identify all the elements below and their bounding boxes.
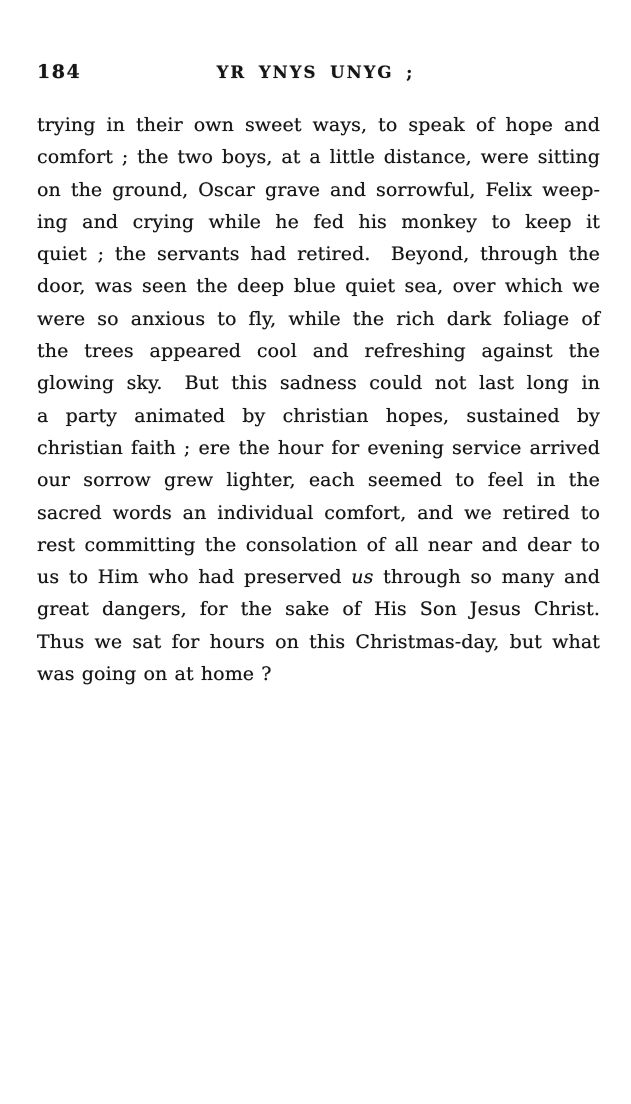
- text-segment: door, was seen the deep blue quiet sea, over which we: [37, 275, 600, 298]
- text-segment: was going on at home ?: [37, 663, 272, 686]
- text-segment: trying in their own sweet ways, to speak of hope and: [37, 114, 600, 136]
- text-line: [37, 464, 600, 496]
- text-line: [37, 303, 600, 335]
- text-line: [37, 400, 600, 432]
- text-segment: quiet ; the servants had retired. Beyond, through the: [37, 243, 600, 266]
- text-segment: a party animated by christian hopes, sustained by: [37, 404, 600, 427]
- page-number: 184: [37, 61, 82, 83]
- text-segment: great dangers, for the sake of His Son Jesus Christ.: [37, 598, 600, 621]
- text-segment: sacred words an individual comfort, and we retired to: [37, 501, 600, 524]
- text-line: [37, 529, 600, 561]
- text-segment: on the ground, Oscar grave and sorrowful, Felix weep-: [37, 178, 600, 201]
- text-line: [37, 238, 600, 270]
- text-segment: christian faith ; ere the hour for evening service arrived: [37, 436, 600, 459]
- text-line: [37, 658, 600, 690]
- text-line: [37, 141, 600, 173]
- text-segment: us to Him who had preserved: [37, 566, 352, 589]
- text-segment: ing and crying while he fed his monkey to keep it: [37, 210, 600, 233]
- text-line: [37, 206, 600, 238]
- text-line: [37, 561, 600, 593]
- text-segment: were so anxious to fly, while the rich dark foliage of: [37, 307, 600, 330]
- body-text: [37, 109, 600, 690]
- text-segment: through so many and: [373, 566, 601, 589]
- text-line: [37, 593, 600, 625]
- page-header: [0, 61, 631, 89]
- text-line: [37, 432, 600, 464]
- text-segment: Thus we sat for hours on this Christmas-day, but what: [37, 630, 600, 653]
- text-line: [37, 335, 600, 367]
- text-line: [37, 174, 600, 206]
- text-segment: glowing sky. But this sadness could not last long in: [37, 372, 600, 395]
- text-line: [37, 270, 600, 302]
- text-line: [37, 367, 600, 399]
- text-segment: the trees appeared cool and refreshing against the: [37, 340, 600, 363]
- running-header: YR YNYS UNYG ;: [216, 63, 415, 82]
- text-segment: rest committing the consolation of all near and dear to: [37, 533, 600, 556]
- text-segment: comfort ; the two boys, at a little distance, were sitting: [37, 146, 600, 169]
- text-line: [37, 109, 600, 141]
- italic-text: us: [351, 566, 374, 589]
- text-line: [37, 497, 600, 529]
- text-line: [37, 626, 600, 658]
- text-segment: our sorrow grew lighter, each seemed to feel in the: [37, 469, 600, 492]
